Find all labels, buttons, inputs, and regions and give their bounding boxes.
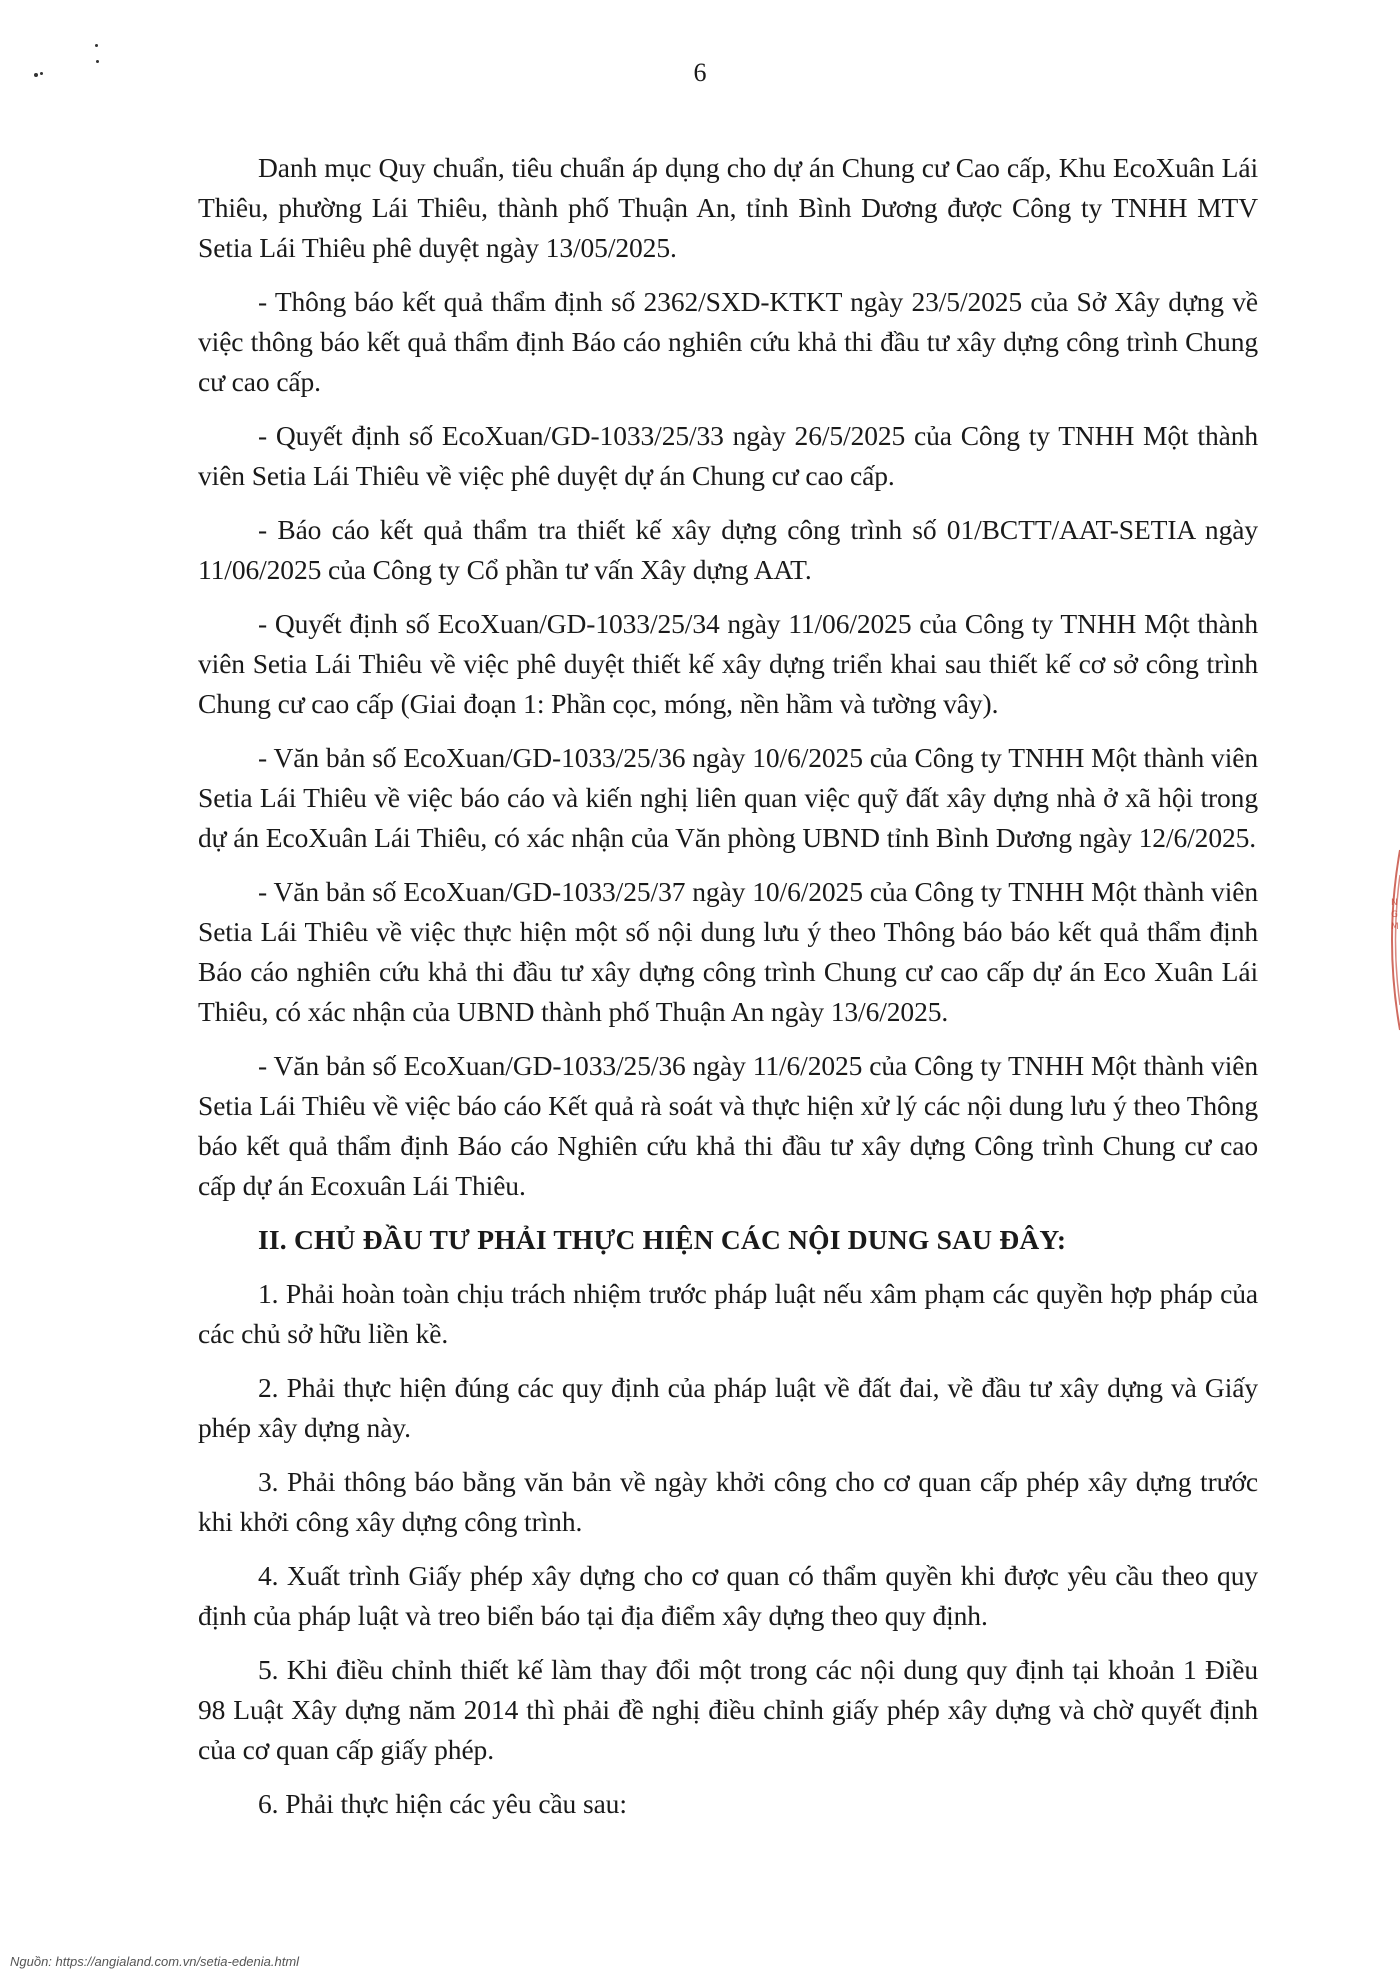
source-note: Nguồn: https://angialand.com.vn/setia-edenia.html (10, 1954, 300, 1969)
svg-text:M: M (1391, 922, 1399, 932)
document-paragraph: - Thông báo kết quả thẩm định số 2362/SXD-KTKT ngày 23/5/2025 của Sở Xây dựng về việc thông báo kết quả thẩm định Báo cáo nghiên cứu khả thi đầu tư xây dựng công trình Chung cư cao cấp. (198, 286, 1258, 397)
document-body (198, 148, 1258, 1838)
requirement-item: 5. Khi điều chỉnh thiết kế làm thay đổi một trong các nội dung quy định tại khoản 1 Điều 98 Luật Xây dựng năm 2014 thì phải đề nghị điều chỉnh giấy phép xây dựng và chờ quyết định của cơ quan cấp giấy phép. (198, 1654, 1258, 1765)
document-paragraph: - Văn bản số EcoXuan/GD-1033/25/37 ngày 10/6/2025 của Công ty TNHH Một thành viên Setia Lái Thiêu về việc thực hiện một số nội dung lưu ý theo Thông báo báo kết quả thẩm định Báo cáo nghiên cứu khả thi đầu tư xây dựng công trình Chung cư cao cấp dự án Eco Xuân Lái Thiêu, có xác nhận của UBND thành phố Thuận An ngày 13/6/2025. (198, 876, 1258, 1027)
page-number: 6 (693, 58, 707, 87)
requirement-item: 3. Phải thông báo bằng văn bản về ngày khởi công cho cơ quan cấp phép xây dựng trước khi khởi công xây dựng công trình. (198, 1466, 1258, 1537)
document-paragraph: - Văn bản số EcoXuan/GD-1033/25/36 ngày 11/6/2025 của Công ty TNHH Một thành viên Setia Lái Thiêu về việc báo cáo Kết quả rà soát và thực hiện xử lý các nội dung lưu ý theo Thông báo kết quả thẩm định Báo cáo Nghiên cứu khả thi đầu tư xây dựng Công trình Chung cư cao cấp dự án Ecoxuân Lái Thiêu. (198, 1050, 1258, 1201)
requirement-item: 1. Phải hoàn toàn chịu trách nhiệm trước pháp luật nếu xâm phạm các quyền hợp pháp của các chủ sở hữu liền kề. (198, 1278, 1258, 1349)
document-paragraph: Danh mục Quy chuẩn, tiêu chuẩn áp dụng cho dự án Chung cư Cao cấp, Khu EcoXuân Lái Thiêu, phường Lái Thiêu, thành phố Thuận An, tỉnh Bình Dương được Công ty TNHH MTV Setia Lái Thiêu phê duyệt ngày 13/05/2025. (198, 152, 1258, 263)
svg-text:N: N (1391, 898, 1398, 908)
section-heading: II. CHỦ ĐẦU TƯ PHẢI THỰC HIỆN CÁC NỘI DUNG SAU ĐÂY: (258, 1224, 1067, 1255)
requirement-item: 2. Phải thực hiện đúng các quy định của pháp luật về đất đai, về đầu tư xây dựng và Giấy phép xây dựng này. (198, 1372, 1258, 1443)
document-paragraph: - Văn bản số EcoXuan/GD-1033/25/36 ngày 10/6/2025 của Công ty TNHH Một thành viên Setia Lái Thiêu về việc báo cáo và kiến nghị liên quan việc quỹ đất xây dựng nhà ở xã hội trong dự án EcoXuân Lái Thiêu, có xác nhận của Văn phòng UBND tỉnh Bình Dương ngày 12/6/2025. (198, 742, 1258, 853)
stamp-edge-mark (1382, 845, 1400, 1035)
scan-artifact-dot (95, 44, 98, 47)
document-paragraph: - Quyết định số EcoXuan/GD-1033/25/33 ngày 26/5/2025 của Công ty TNHH Một thành viên Setia Lái Thiêu về việc phê duyệt dự án Chung cư cao cấp. (198, 420, 1258, 491)
document-paragraph: - Quyết định số EcoXuan/GD-1033/25/34 ngày 11/06/2025 của Công ty TNHH Một thành viên Setia Lái Thiêu về việc phê duyệt thiết kế xây dựng triển khai sau thiết kế cơ sở công trình Chung cư cao cấp (Giai đoạn 1: Phần cọc, móng, nền hầm và tường vây). (198, 608, 1258, 719)
svg-text:G: G (1391, 910, 1398, 920)
requirement-item: 6. Phải thực hiện các yêu cầu sau: (258, 1788, 627, 1819)
document-paragraph: - Báo cáo kết quả thẩm tra thiết kế xây dựng công trình số 01/BCTT/AAT-SETIA ngày 11/06/2025 của Công ty Cổ phần tư vấn Xây dựng AAT. (198, 514, 1258, 585)
requirement-item: 4. Xuất trình Giấy phép xây dựng cho cơ quan có thẩm quyền khi được yêu cầu theo quy định của pháp luật và treo biển báo tại địa điểm xây dựng theo quy định. (198, 1560, 1258, 1631)
